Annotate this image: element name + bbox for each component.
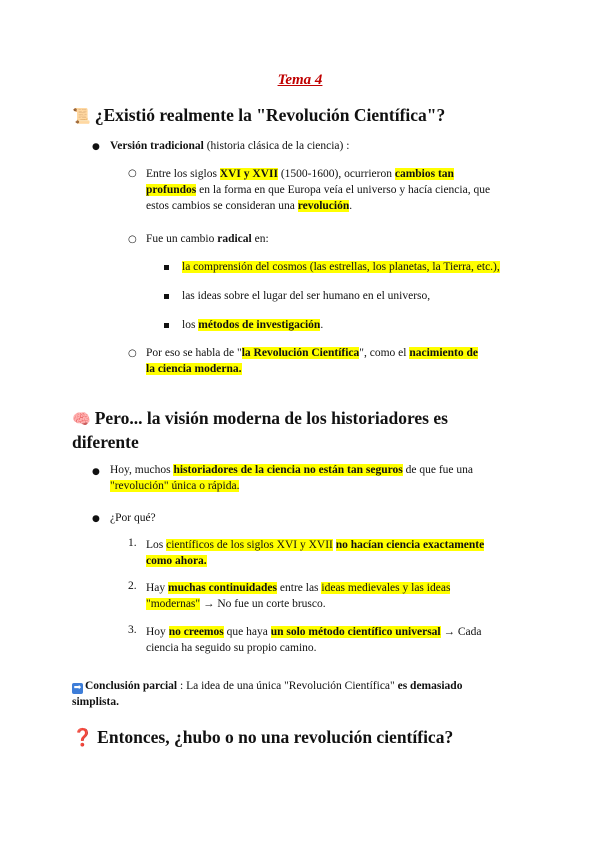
bullet-square [164,323,169,328]
bullet-circle: ○ [128,348,137,359]
why-question: ¿Por qué? [110,512,156,524]
page-title: Tema 4 [277,72,323,88]
section1-heading-text: ¿Existió realmente la "Revolución Científica"? [94,105,446,125]
trad-label: Versión tradicional [110,140,204,152]
reason-number: 2. [128,580,137,592]
section3-heading: ❓ Entonces, ¿hubo o no una revolución científica? [72,727,454,748]
reason-3: Hoy no creemos que haya un solo método científico universal → Cada ciencia ha seguido su propio camino. [146,626,482,654]
reason-number: 1. [128,537,137,549]
right-arrow-icon: ➡ [73,683,82,693]
brain-icon: 🧠 [72,410,91,428]
paragraph-centuries: Entre los siglos XVI y XVII (1500-1600), ocurrieron cambios tan profundos en la forma en que Europa veía el universo y hacía ciencia, que estos cambios se consideran una revolución. [146,168,491,212]
bullet-square [164,294,169,299]
paragraph-radical: Fue un cambio radical en: [146,233,269,245]
reason-2: Hay muchas continuidades entre las ideas medievales y las ideas "modernas" → No fue un corte brusco. [146,582,451,610]
bullet-circle: ○ [128,234,137,245]
paragraph-historians: Hoy, muchos historiadores de la ciencia no están tan seguros de que fue una "revolución" única o rápida. [110,464,473,492]
bullet-disc: ● [92,514,100,524]
traditional-version [110,138,349,154]
list-item-human-place: las ideas sobre el lugar del ser humano en el universo, [182,290,431,302]
paragraph-birth-modern-science: Por eso se habla de "la Revolución Científica", como el nacimiento de la ciencia moderna. [146,347,478,375]
question-mark-icon: ❓ [72,728,94,748]
trad-note: (historia clásica de la ciencia) : [203,140,350,152]
reason-number: 3. [128,624,137,636]
bullet-circle: ○ [128,168,137,179]
list-item-cosmos: la comprensión del cosmos (las estrellas, los planetas, la Tierra, etc.), [182,261,500,273]
bullet-square [164,265,169,270]
bullet-disc: ● [92,467,100,477]
scroll-icon: 📜 [72,107,91,125]
list-item-methods: los métodos de investigación. [182,319,324,331]
section2-heading: 🧠 Pero... la visión moderna de los historiadores es diferente [72,408,448,452]
reason-1: Los científicos de los siglos XVI y XVII no hacían ciencia exactamente como ahora. [146,539,485,567]
bullet-disc: ● [92,142,100,152]
partial-conclusion: ➡ Conclusión parcial : La idea de una única "Revolución Científica" es demasiado simplista. [72,680,463,708]
section1-heading [72,104,445,128]
